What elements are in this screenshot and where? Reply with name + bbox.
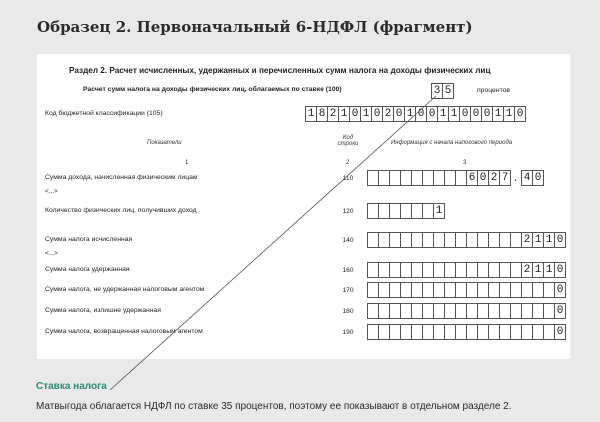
value-digit: 0 <box>477 170 489 186</box>
value-digit: 6 <box>466 170 478 186</box>
row-label: Сумма налога исчисленная <box>45 236 133 243</box>
caption-title: Ставка налога <box>36 381 107 392</box>
value-digit: 0 <box>554 303 566 319</box>
kbk-digit: 1 <box>338 106 350 122</box>
value-digit: 2 <box>521 232 533 248</box>
value-digit: 2 <box>521 262 533 278</box>
kbk-digit: 0 <box>459 106 471 122</box>
column-number: 1 <box>185 160 189 166</box>
decimal-point: . <box>513 170 518 184</box>
rate-digit: 3 <box>431 83 443 99</box>
kbk-digit: 8 <box>316 106 328 122</box>
kbk-digit: 1 <box>360 106 372 122</box>
value-digit: 7 <box>499 170 511 186</box>
value-digit: 1 <box>532 262 544 278</box>
row-label: Сумма налога удержанная <box>45 266 130 273</box>
kbk-digit: 0 <box>393 106 405 122</box>
row-code: 170 <box>342 287 354 294</box>
kbk-digit: 1 <box>448 106 460 122</box>
kbk-digit: 1 <box>437 106 449 122</box>
column-number: 3 <box>463 160 467 166</box>
kbk-digit: 1 <box>305 106 317 122</box>
row-code: 140 <box>342 237 354 244</box>
ellipsis: <...> <box>45 188 58 195</box>
kbk-digit: 0 <box>349 106 361 122</box>
row-label: Количество физических лиц, получивших доход <box>45 207 197 214</box>
value-digit: 1 <box>532 232 544 248</box>
rate-unit: процентов <box>477 87 511 94</box>
value-digit: 1 <box>433 203 445 219</box>
header-line-code: Код строки <box>337 135 359 147</box>
kbk-digit: 0 <box>481 106 493 122</box>
page-title: Образец 2. Первоначальный 6-НДФЛ (фрагмент) <box>37 18 473 36</box>
kbk-digit: 0 <box>514 106 526 122</box>
row-code: 110 <box>342 175 354 182</box>
row-label: Сумма налога, излишне удержанная <box>45 307 161 314</box>
row-code: 180 <box>342 308 354 315</box>
row-code: 160 <box>342 267 354 274</box>
kbk-label: Код бюджетной классификации (105) <box>45 110 163 117</box>
value-digit: 4 <box>521 170 533 186</box>
ellipsis: <...> <box>45 250 58 257</box>
caption-text: Матвыгода облагается НДФЛ по ставке 35 процентов, поэтому ее показывают в отдельном разделе 2. <box>36 401 512 412</box>
kbk-digit: 1 <box>503 106 515 122</box>
form-subtitle: Расчет сумм налога на доходы физических лиц, облагаемых по ставке (100) <box>83 86 342 93</box>
value-digit: 1 <box>543 232 555 248</box>
value-digit: 1 <box>543 262 555 278</box>
column-number: 2 <box>346 160 350 166</box>
row-code: 120 <box>342 208 354 215</box>
kbk-digit: 2 <box>327 106 339 122</box>
value-digit: 0 <box>554 282 566 298</box>
value-digit: 2 <box>488 170 500 186</box>
kbk-digit: 0 <box>426 106 438 122</box>
section-title: Раздел 2. Расчет исчисленных, удержанных и перечисленных сумм налога на доходы физических лиц <box>69 66 491 75</box>
kbk-digit: 0 <box>415 106 427 122</box>
value-digit: 0 <box>554 324 566 340</box>
value-digit: 0 <box>554 262 566 278</box>
header-info: Информация с начала налогового периода <box>391 140 513 146</box>
value-digit: 0 <box>532 170 544 186</box>
leader-line-stroke <box>110 96 436 390</box>
value-digit: 0 <box>554 232 566 248</box>
kbk-digit: 1 <box>404 106 416 122</box>
rate-digit: 5 <box>442 83 454 99</box>
row-code: 190 <box>342 329 354 336</box>
row-label: Сумма налога, возвращенная налоговым агентом <box>45 328 203 335</box>
kbk-digit: 1 <box>492 106 504 122</box>
kbk-digit: 2 <box>382 106 394 122</box>
header-indicators: Показатели <box>147 140 182 146</box>
kbk-digit: 0 <box>470 106 482 122</box>
row-label: Сумма налога, не удержанная налоговым агентом <box>45 286 205 293</box>
kbk-digit: 0 <box>371 106 383 122</box>
row-label: Сумма дохода, начисленная физическим лицам <box>45 174 198 181</box>
